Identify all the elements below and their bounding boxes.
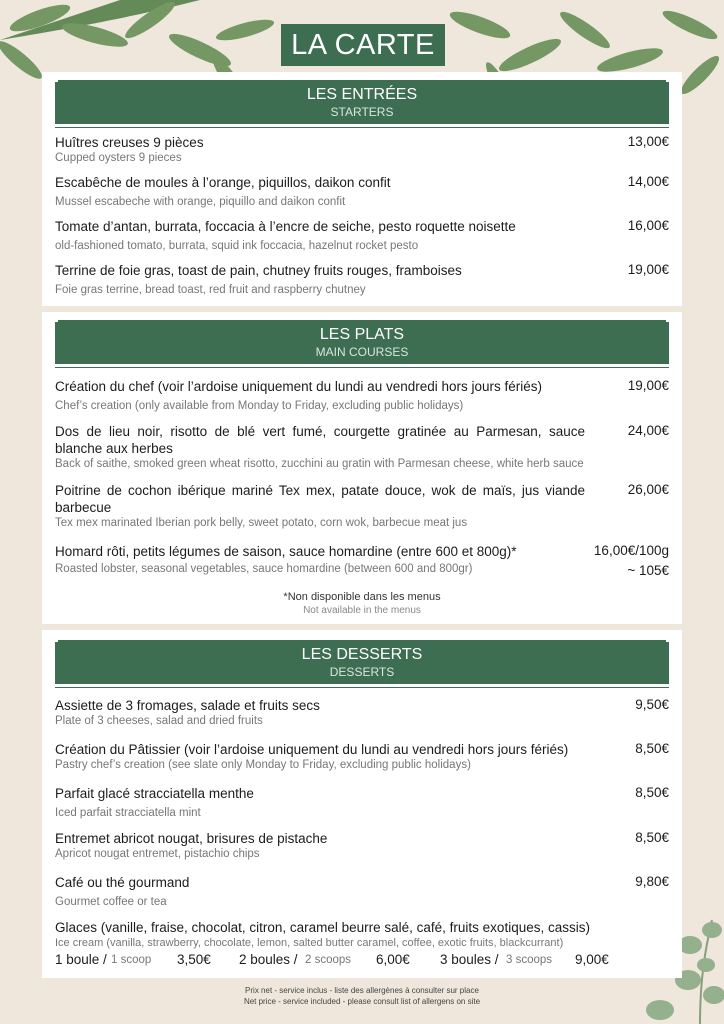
- section-subtitle: MAIN COURSES: [315, 345, 409, 359]
- item-price: 9,50€: [635, 697, 669, 712]
- menu-item: [55, 378, 669, 414]
- footer-fr: Prix net - service inclus - liste des allergènes à consulter sur place: [245, 986, 479, 995]
- menu-item: [55, 830, 669, 862]
- menu-item: [55, 741, 669, 773]
- item-translation: Plate of 3 cheeses, salad and dried fruits: [55, 715, 263, 727]
- item-price: 13,00€: [627, 134, 669, 149]
- item-price: 8,50€: [635, 741, 669, 756]
- scoop-price: 6,00€: [376, 952, 410, 967]
- item-name: Glaces (vanille, fraise, chocolat, citron, caramel beurre salé, café, fruits exotiques, cassis): [55, 920, 590, 935]
- item-name: Huîtres creuses 9 pièces: [55, 135, 204, 150]
- item-translation: Pastry chef’s creation (see slate only Monday to Friday, excluding public holidays): [55, 759, 471, 771]
- scoop-label: 1 boule /: [55, 952, 107, 967]
- scoop-label: 3 boules /: [440, 952, 499, 967]
- item-price: 19,00€: [627, 378, 669, 393]
- item-translation: Cupped oysters 9 pieces: [55, 152, 182, 164]
- menu-item: [55, 785, 669, 821]
- item-price: 24,00€: [627, 423, 669, 438]
- item-price: 16,00€: [627, 218, 669, 233]
- section-title: LES PLATS: [319, 326, 405, 343]
- menu-item: [55, 919, 669, 951]
- section-entrees: [42, 72, 682, 306]
- item-translation: Foie gras terrine, bread toast, red fruit and raspberry chutney: [55, 284, 366, 296]
- item-translation: old-fashioned tomato, burrata, squid ink foccacia, hazelnut rocket pesto: [55, 240, 419, 252]
- scoop-label: 2 boules /: [239, 952, 298, 967]
- footer: [0, 985, 724, 1007]
- item-translation: Chef’s creation (only available from Monday to Friday, excluding public holidays): [55, 400, 464, 412]
- item-name: Tomate d’antan, burrata, foccacia à l’encre de seiche, pesto roquette noisette: [55, 219, 516, 234]
- item-translation: Gourmet coffee or tea: [55, 896, 167, 908]
- item-price: 8,50€: [635, 830, 669, 845]
- item-name: Création du chef (voir l’ardoise uniquement du lundi au vendredi hors jours fériés): [55, 379, 543, 394]
- item-name: Assiette de 3 fromages, salade et fruits secs: [55, 698, 320, 713]
- menu-item: [55, 697, 669, 729]
- item-name: Homard rôti, petits légumes de saison, sauce homardine (entre 600 et 800g)*: [55, 544, 517, 559]
- item-price: 9,80€: [635, 874, 669, 889]
- note-en: Not available in the menus: [303, 605, 421, 616]
- page-title: LA CARTE: [281, 24, 445, 66]
- item-name: Terrine de foie gras, toast de pain, chutney fruits rouges, framboises: [55, 263, 462, 278]
- footer-en: Net price - service included - please consult list of allergens on site: [243, 997, 481, 1006]
- note-fr: *Non disponible dans les menus: [283, 591, 441, 603]
- menu-item: [55, 218, 669, 254]
- item-price: 14,00€: [627, 174, 669, 189]
- section-desserts: [42, 630, 682, 978]
- scoop-label-en: 1 scoop: [111, 954, 152, 966]
- scoop-price: 9,00€: [575, 952, 609, 967]
- menu-item: [55, 423, 669, 472]
- item-price: 8,50€: [635, 785, 669, 800]
- item-price: 26,00€: [627, 482, 669, 497]
- item-price-estimate: ~ 105€: [627, 563, 669, 578]
- menu-note: [42, 590, 682, 617]
- section-plats: [42, 312, 682, 624]
- section-subtitle: DESSERTS: [329, 665, 395, 679]
- item-name: Parfait glacé stracciatella menthe: [55, 786, 254, 801]
- item-translation: Tex mex marinated Iberian pork belly, sweet potato, corn wok, barbecue meat jus: [55, 517, 468, 529]
- item-translation: Back of saithe, smoked green wheat risotto, zucchini au gratin with Parmesan cheese, white herb sauce: [55, 458, 584, 470]
- item-translation: Roasted lobster, seasonal vegetables, sauce homardine (between 600 and 800gr): [55, 563, 473, 575]
- item-price: 16,00€/100g: [593, 543, 669, 558]
- section-header: [55, 642, 669, 684]
- section-title: LES ENTRÉES: [306, 86, 418, 103]
- menu-item: [55, 874, 669, 910]
- menu-item: [55, 482, 669, 531]
- menu-item: [55, 543, 669, 577]
- section-header: [55, 322, 669, 364]
- item-price: 19,00€: [627, 262, 669, 277]
- item-name: Création du Pâtissier (voir l’ardoise uniquement du lundi au vendredi hors jours fériés): [55, 742, 569, 757]
- section-subtitle: STARTERS: [330, 105, 394, 119]
- scoop-label-en: 2 scoops: [305, 954, 352, 966]
- divider: [55, 127, 669, 128]
- item-translation: Ice cream (vanilla, strawberry, chocolate, lemon, salted butter caramel, coffee, exotic fruits, blackcurrant): [55, 937, 564, 949]
- divider: [55, 687, 669, 688]
- section-header: [55, 82, 669, 124]
- item-name: Entremet abricot nougat, brisures de pistache: [55, 831, 328, 846]
- divider: [55, 367, 669, 368]
- scoop-label-en: 3 scoops: [506, 954, 553, 966]
- item-name: Poitrine de cochon ibérique mariné Tex mex, patate douce, wok de maïs, jus viande barbecue: [55, 483, 585, 515]
- section-title: LES DESSERTS: [301, 646, 423, 663]
- scoop-price: 3,50€: [177, 952, 211, 967]
- item-translation: Mussel escabeche with orange, piquillo and daikon confit: [55, 196, 346, 208]
- item-translation: Iced parfait stracciatella mint: [55, 807, 201, 819]
- menu-item: [55, 174, 669, 210]
- menu-item: [55, 262, 669, 298]
- item-name: Escabêche de moules à l’orange, piquillos, daikon confit: [55, 175, 391, 190]
- item-translation: Apricot nougat entremet, pistachio chips: [55, 848, 260, 860]
- menu-item: [55, 134, 669, 166]
- item-name: Dos de lieu noir, risotto de blé vert fumé, courgette gratinée au Parmesan, sauce blanche aux herbes: [55, 424, 585, 456]
- item-name: Café ou thé gourmand: [55, 875, 190, 890]
